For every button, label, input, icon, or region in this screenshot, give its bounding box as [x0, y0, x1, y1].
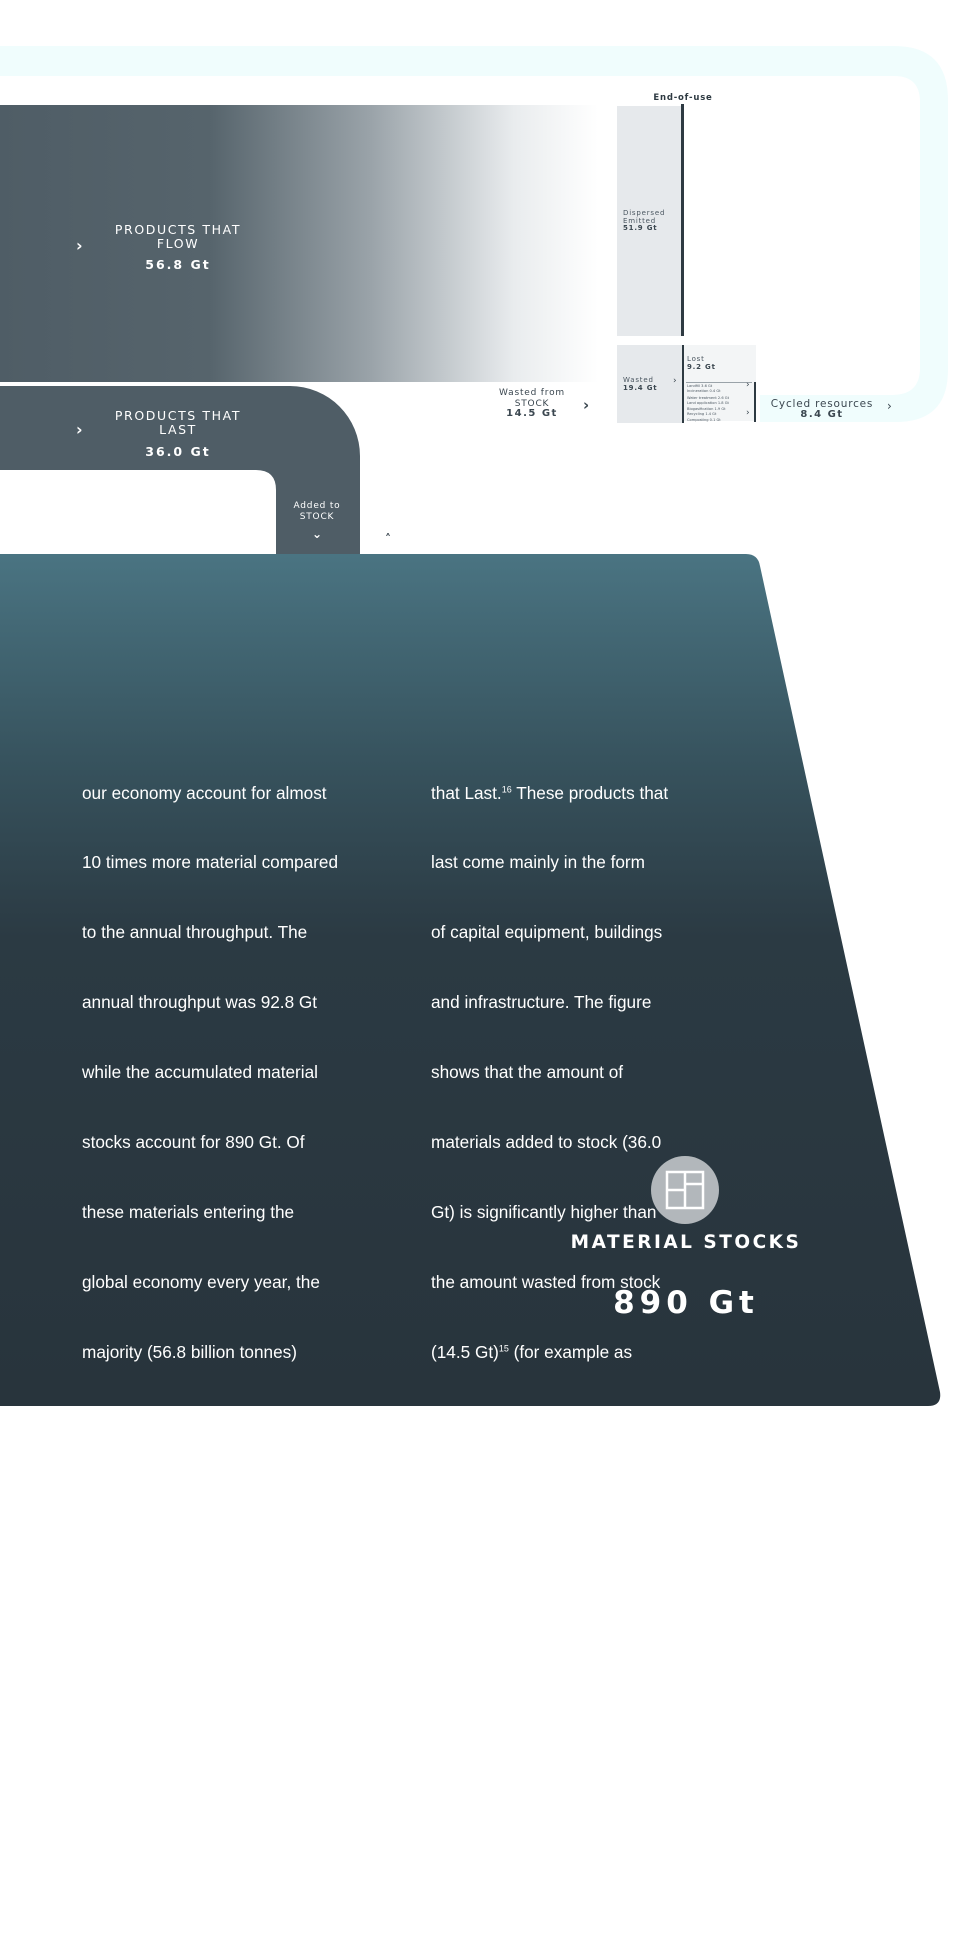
wasted-label: [623, 377, 673, 392]
wasted-value: 19.4 Gt: [623, 383, 658, 392]
added-to-stock-label: Added to STOCK: [293, 501, 341, 522]
text-line: The remaining 36.0 billion: [82, 1691, 279, 1712]
lost-item: Incineration 0.4 Gt: [687, 389, 721, 394]
text-line: shows that the amount of: [431, 1062, 624, 1083]
text-line: net result is a significant addition: [431, 1551, 680, 1572]
text-line: [431, 782, 699, 805]
text-line: to the annual throughput. The: [82, 922, 308, 943]
text-line: annual throughput was 92.8 Gt: [82, 992, 318, 1013]
treatment-item: Biogasification 1.9 Gt: [687, 406, 726, 411]
text-line: as short-lived Products that: [82, 1481, 291, 1502]
products-flow-band: [0, 105, 598, 382]
treatment-item: Composting 0.1 Gt: [687, 417, 721, 422]
added-chevron-down-icon[interactable]: ⌄: [311, 527, 323, 541]
treatment-item: Land application 1.8 Gt: [687, 401, 729, 406]
text-line: last come mainly in the form: [431, 852, 645, 873]
end-of-use-bar: [681, 104, 684, 336]
products-flow-value: 56.8 Gt: [145, 257, 211, 272]
text-run: (14.5 Gt): [431, 1341, 499, 1362]
footnote-ref[interactable]: 15: [122, 1902, 133, 1913]
lost-label: [687, 356, 737, 371]
dispersed-label: [623, 210, 673, 233]
wasted-from-stock-label: Wasted from STOCK: [499, 388, 565, 409]
treatment-item: Recycling 1.4 Gt: [687, 412, 717, 417]
text-line: [82, 1550, 338, 1573]
wasted-chevron-up-icon[interactable]: ˄: [385, 532, 391, 546]
wasted-label-text: Wasted: [623, 376, 654, 384]
dispersed-value: 51.9 Gt: [623, 224, 658, 232]
text-line: [431, 1341, 699, 1364]
products-flow-label: PRODUCTS THAT FLOW: [114, 222, 242, 251]
building-icon: [650, 1155, 720, 1225]
lost-label-text: Lost: [687, 355, 705, 363]
wasted-from-stock-value: 14.5 Gt: [506, 408, 558, 419]
text-line: are being used by society: [82, 1411, 277, 1432]
cycled-value: 8.4 Gt: [800, 409, 844, 420]
text-line: [82, 1900, 338, 1923]
text-line: discarded machines and cars). The: [431, 1481, 700, 1502]
text-line: Gt) is significantly higher than: [431, 1201, 657, 1222]
body-column-1: [82, 735, 338, 1946]
text-line: these materials entering the: [82, 1201, 295, 1222]
footnote-ref[interactable]: 14: [118, 1552, 129, 1563]
material-stocks-label: MATERIAL STOCKS: [570, 1232, 802, 1253]
material-stocks-value: 890 Gt: [613, 1285, 759, 1321]
text-line: earlier, enter into long-term: [82, 1830, 288, 1851]
text-line: our economy account for almost: [82, 782, 327, 803]
text-line: demolition material, or metal from: [431, 1411, 687, 1432]
lost-breakdown: [687, 384, 745, 395]
text-line: the amount wasted from stock: [431, 1271, 661, 1292]
cycled-label: Cycled resources: [770, 398, 874, 410]
last-chevron-icon[interactable]: ›: [76, 420, 83, 439]
text-line: of-use typically within a year.: [82, 1621, 301, 1642]
end-of-use-label: End-of-use: [653, 93, 713, 103]
lost-item: Landfill 3.6 Gt: [687, 384, 713, 388]
text-line: to stock of 21.5 Gt.: [431, 1621, 576, 1642]
text-run: , reaching their end-: [128, 1551, 282, 1572]
text-run: , referred to as Products: [132, 1900, 317, 1921]
text-line: majority (56.8 billion tonnes): [82, 1341, 297, 1362]
text-run: Flow: [82, 1551, 119, 1572]
products-last-value: 36.0 Gt: [145, 444, 211, 459]
text-line: stocks account for 890 Gt. Of: [82, 1132, 305, 1153]
text-line: materials added to stock (36.0: [431, 1132, 662, 1153]
lost-bar: [754, 382, 756, 422]
wasted-stock-chevron-icon[interactable]: ›: [583, 396, 590, 414]
text-line: and infrastructure. The figure: [431, 992, 652, 1013]
treatment-breakdown: [687, 396, 749, 423]
lost-chevron-icon[interactable]: ›: [746, 380, 750, 390]
text-line: of capital equipment, buildings: [431, 922, 663, 943]
text-line: global economy every year, the: [82, 1271, 320, 1292]
treatment-item: Water treatment 2.6 Gt: [687, 396, 729, 400]
flow-chevron-icon[interactable]: ›: [76, 236, 83, 255]
footnote-ref[interactable]: 15: [498, 1342, 509, 1353]
dispersed-label-text: Dispersed Emitted: [623, 209, 666, 225]
lost-value: 9.2 Gt: [687, 362, 716, 371]
text-run: that Last.: [431, 782, 502, 803]
text-line: 10 times more material compared: [82, 852, 338, 873]
text-run: These products that: [511, 782, 669, 803]
cycled-chevron-icon[interactable]: ›: [887, 399, 892, 413]
treatment-chevron-icon[interactable]: ›: [746, 408, 750, 418]
text-run: (for example as: [508, 1341, 633, 1362]
wasted-chevron-icon[interactable]: ›: [673, 376, 677, 386]
text-line: while the accumulated material: [82, 1062, 318, 1083]
text-line: tonnes of materials mentioned: [82, 1761, 313, 1782]
lost-rule: [686, 382, 752, 383]
products-last-label: PRODUCTS THAT LAST: [114, 408, 242, 437]
footnote-ref[interactable]: 16: [501, 783, 512, 794]
text-run: stock: [82, 1900, 123, 1921]
